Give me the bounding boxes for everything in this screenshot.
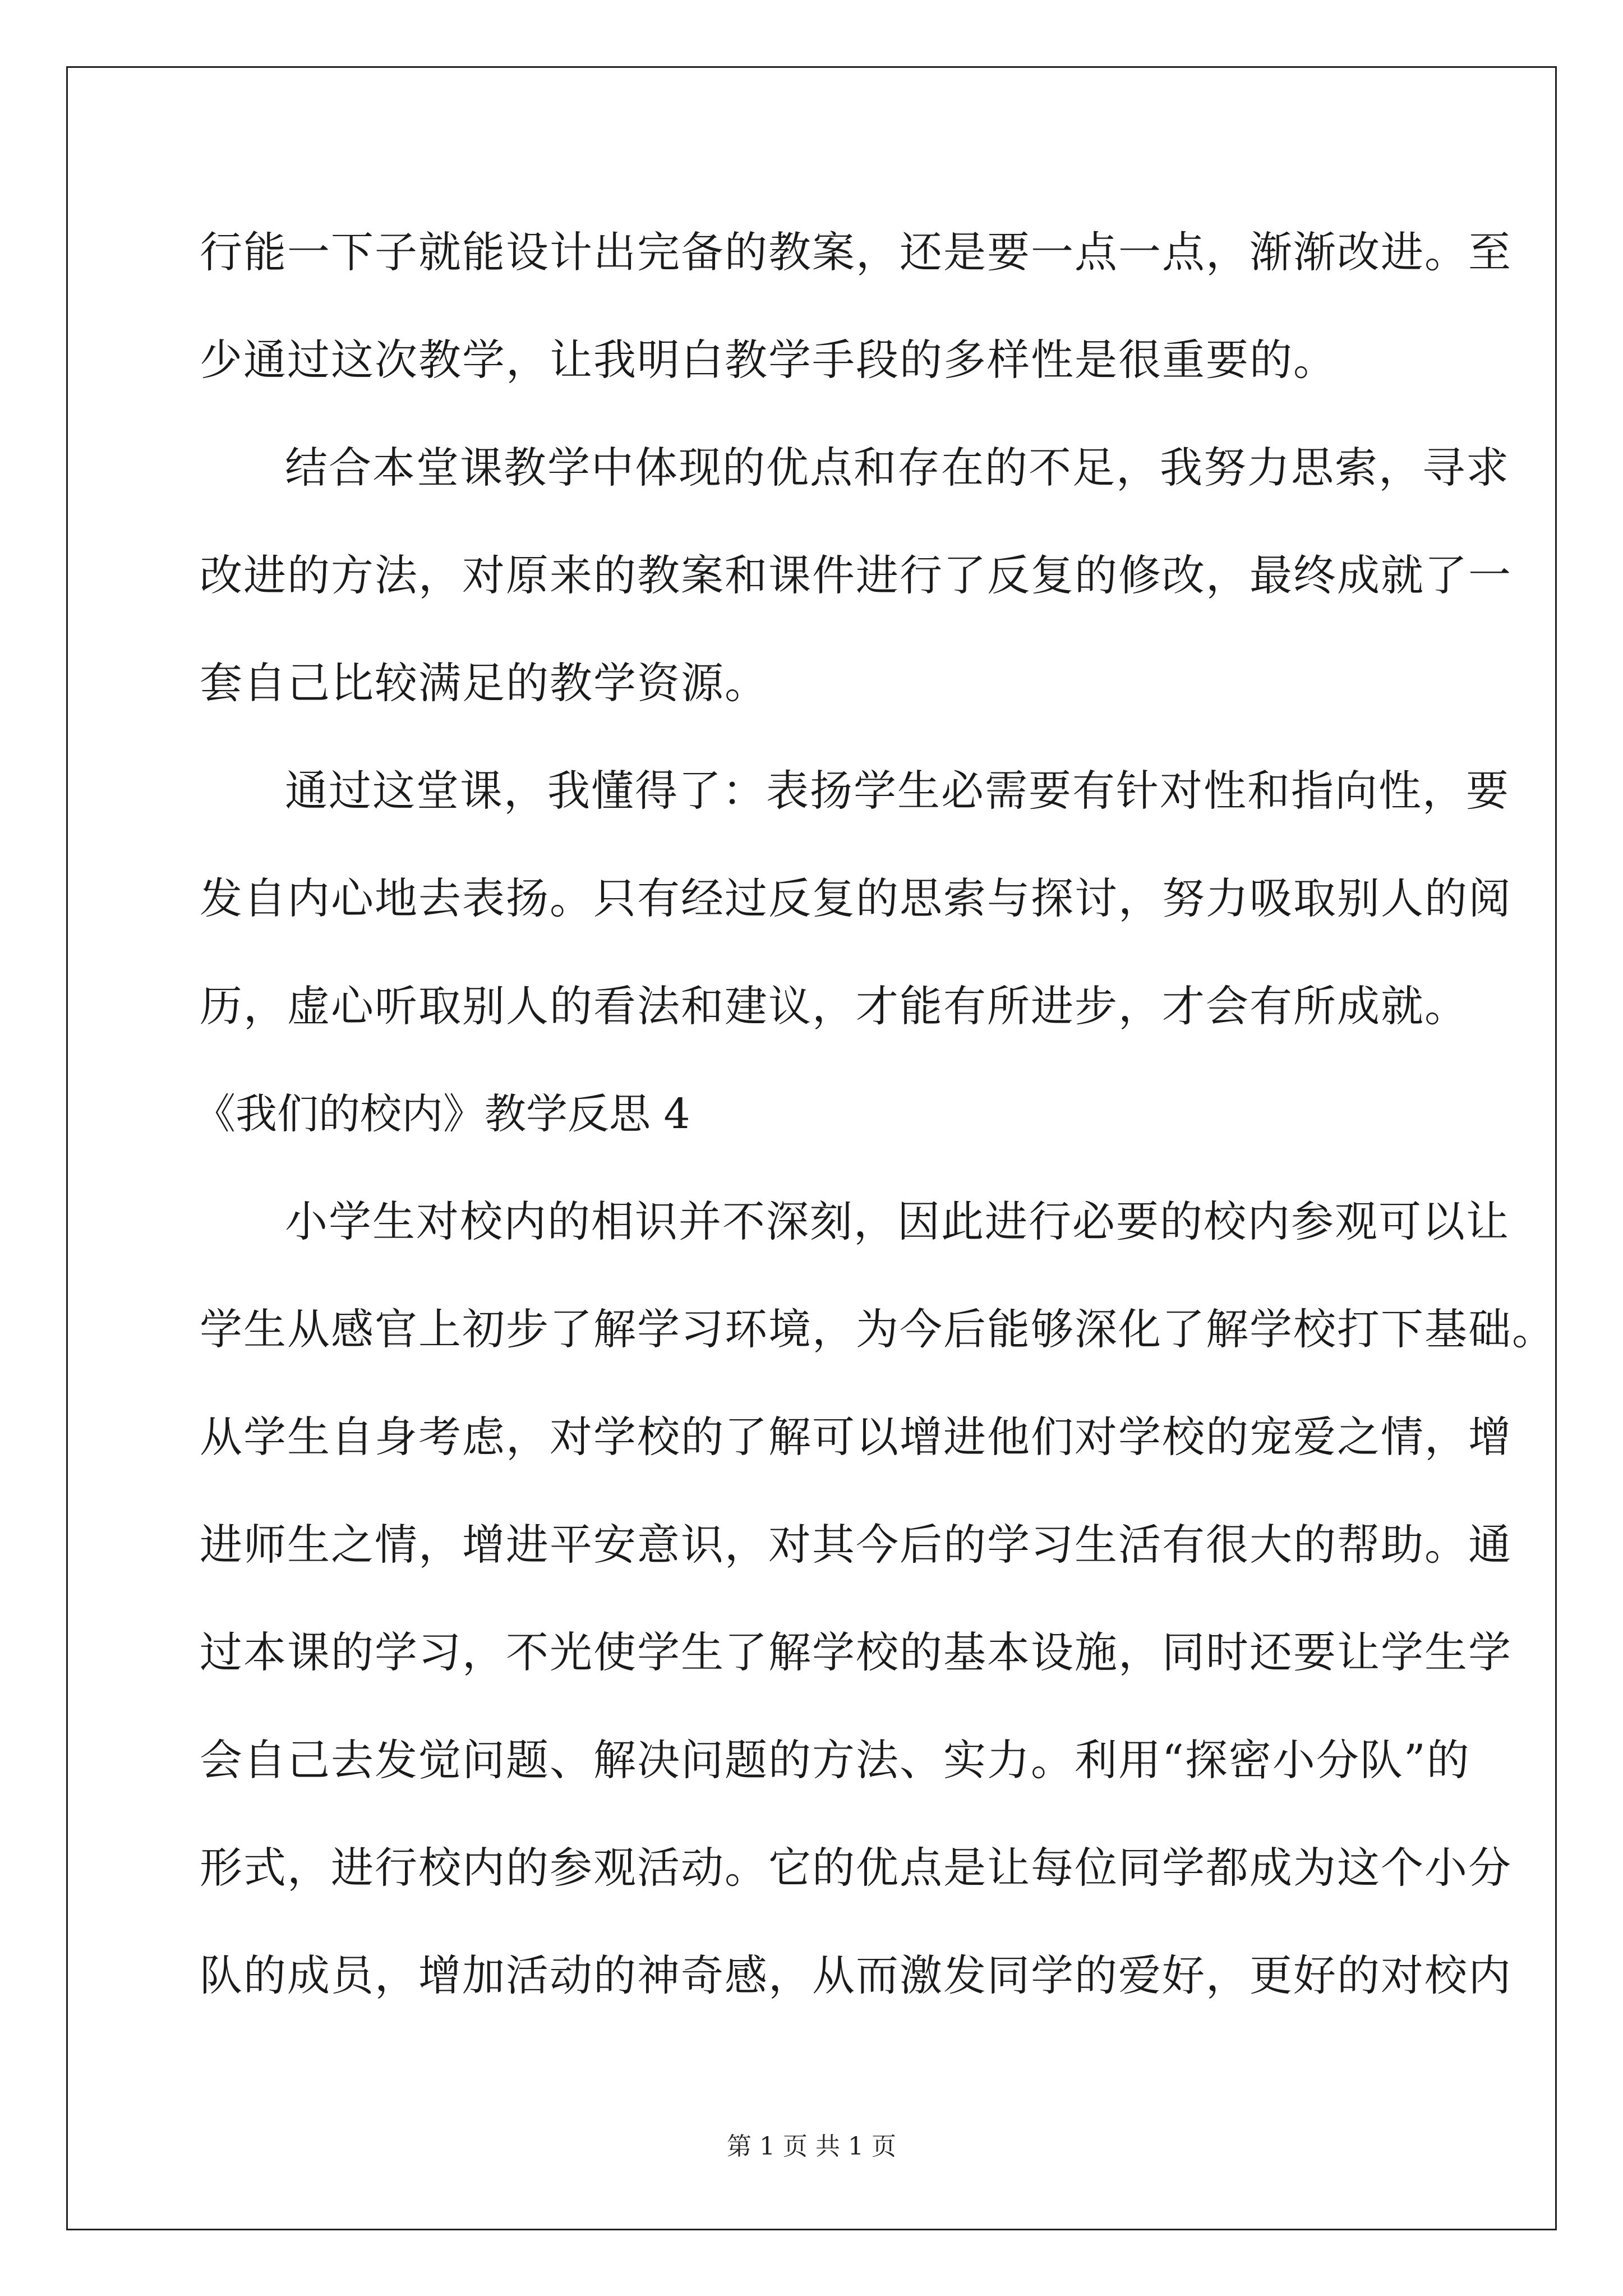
paragraph-line: 改进的方法，对原来的教案和课件进行了反复的修改，最终成就了一 [200,550,1512,600]
paragraph-line: 从学生自身考虑，对学校的了解可以增进他们对学校的宠爱之情，增 [200,1412,1512,1462]
paragraph-line: 过本课的学习，不光使学生了解学校的基本设施，同时还要让学生学 [200,1627,1512,1677]
paragraph-line: 少通过这次教学，让我明白教学手段的多样性是很重要的。 [200,335,1337,385]
page-footer: 第 1 页 共 1 页 [727,2132,896,2161]
paragraph-line: 形式，进行校内的参观活动。它的优点是让每位同学都成为这个小分 [200,1843,1512,1893]
paragraph-line: 行能一下子就能设计出完备的教案，还是要一点一点，渐渐改进。至 [200,227,1512,277]
paragraph-line: 通过这堂课，我懂得了：表扬学生必需要有针对性和指向性，要 [285,766,1510,816]
paragraph-line: 队的成员，增加活动的神奇感，从而激发同学的爱好，更好的对校内 [200,1950,1512,2000]
paragraph-line: 发自内心地去表扬。只有经过反复的思索与探讨，努力吸取别人的阅 [200,873,1512,923]
paragraph-line: 结合本堂课教学中体现的优点和存在的不足，我努力思索，寻求 [285,443,1510,493]
section-heading: 《我们的校内》教学反思 4 [194,1090,690,1138]
paragraph-line: 学生从感官上初步了解学习环境，为今后能够深化了解学校打下基础。 [200,1304,1556,1354]
paragraph-line: 会自己去发觉问题、解决问题的方法、实力。利用“探密小分队”的 [200,1735,1470,1785]
paragraph-line: 进师生之情，增进平安意识，对其今后的学习生活有很大的帮助。通 [200,1520,1512,1570]
document-body [194,208,1556,2039]
paragraph-line: 小学生对校内的相识并不深刻，因此进行必要的校内参观可以让 [285,1197,1510,1246]
paragraph-line: 套自己比较满足的教学资源。 [200,658,768,708]
paragraph-line: 历，虚心听取别人的看法和建议，才能有所进步，才会有所成就。 [200,981,1468,1031]
